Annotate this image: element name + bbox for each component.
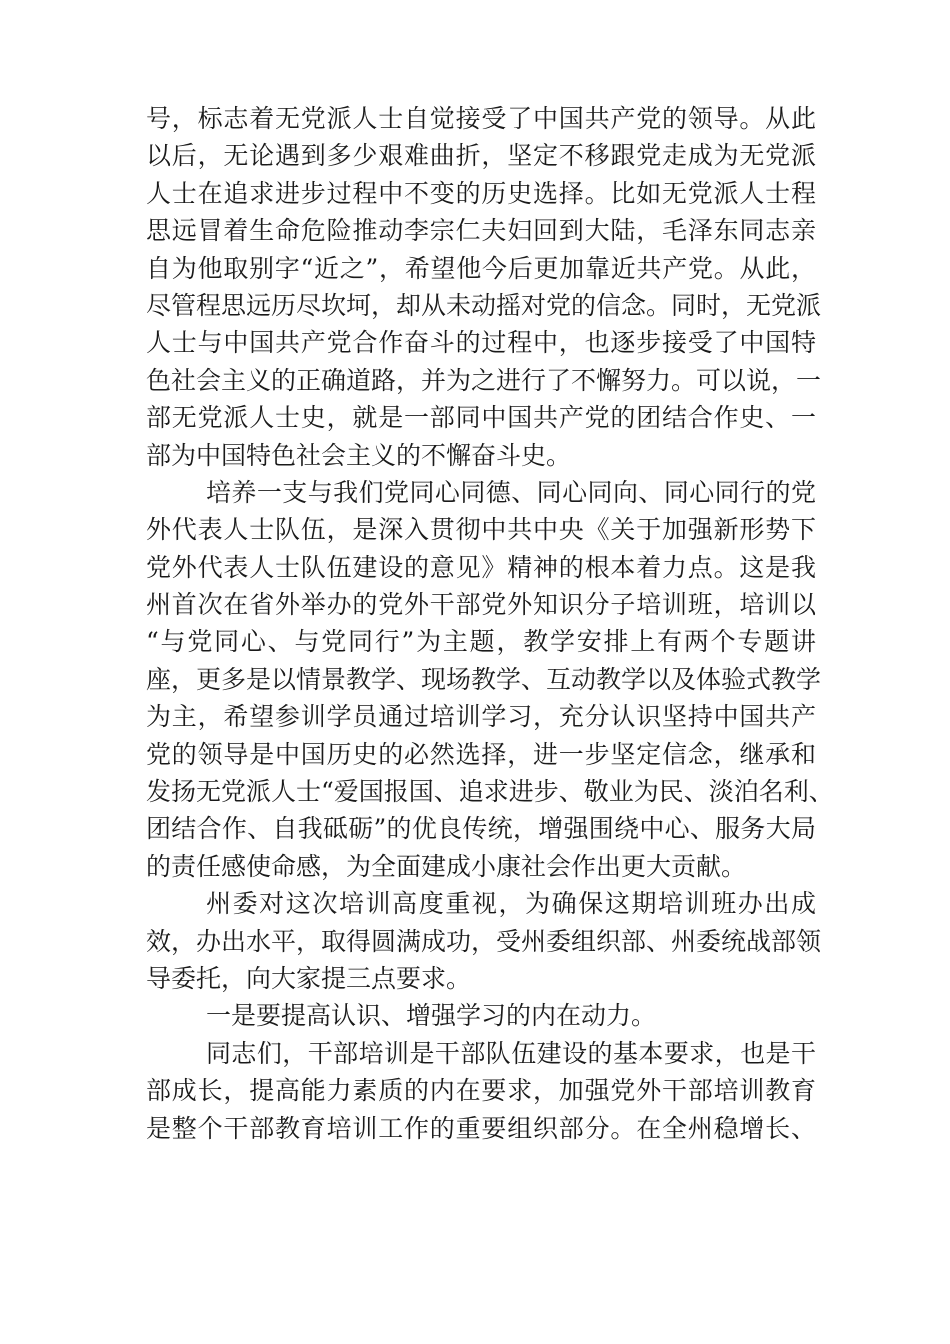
text-line: 部为中国特色社会主义的不懈奋斗史。	[146, 440, 572, 470]
paragraph	[146, 1035, 816, 1147]
text-line: 座，更多是以情景教学、现场教学、互动教学以及体验式教学	[146, 664, 822, 694]
paragraph	[146, 474, 834, 885]
text-line: 州首次在省外举办的党外干部党外知识分子培训班，培训以	[146, 590, 816, 620]
text-line: 外代表人士队伍，是深入贯彻中共中央《关于加强新形势下	[146, 515, 816, 545]
text-line: 效，办出水平，取得圆满成功，受州委组织部、州委统战部领	[146, 926, 822, 956]
text-line: 州委对这次培训高度重视，为确保这期培训班办出成	[206, 889, 816, 919]
text-line: 人士在追求进步过程中不变的历史选择。比如无党派人士程	[146, 178, 816, 208]
text-line: 以后，无论遇到多少艰难曲折，坚定不移跟党走成为无党派	[146, 141, 816, 171]
text-line: 一是要提高认识、增强学习的内在动力。	[206, 1001, 657, 1031]
text-line: 发扬无党派人士“爱国报国、追求进步、敬业为民、淡泊名利、	[146, 777, 834, 807]
document-body	[146, 100, 834, 1147]
paragraph	[146, 997, 816, 1034]
text-line: 的责任感使命感，为全面建成小康社会作出更大贡献。	[146, 851, 747, 881]
text-line: 部成长，提高能力素质的内在要求，加强党外干部培训教育	[146, 1076, 816, 1106]
text-line: 是整个干部教育培训工作的重要组织部分。在全州稳增长、	[146, 1113, 816, 1143]
text-line: 号，标志着无党派人士自觉接受了中国共产党的领导。从此	[146, 104, 816, 133]
paragraph	[146, 885, 822, 997]
text-line: 自为他取别字“近之”，希望他今后更加靠近共产党。从此，	[146, 253, 816, 283]
text-line: 团结合作、自我砥砺”的优良传统，增强围绕中心、服务大局	[146, 814, 816, 844]
text-line: 尽管程思远历尽坎坷，却从未动摇对党的信念。同时，无党派	[146, 290, 822, 320]
text-line: 部无党派人士史，就是一部同中国共产党的团结合作史、一	[146, 403, 816, 433]
text-line: 人士与中国共产党合作奋斗的过程中，也逐步接受了中国特	[146, 328, 816, 358]
text-line: 导委托，向大家提三点要求。	[146, 963, 472, 993]
text-line: “与党同心、与党同行”为主题，教学安排上有两个专题讲	[146, 627, 816, 657]
text-line: 思远冒着生命危险推动李宗仁夫妇回到大陆，毛泽东同志亲	[146, 216, 816, 246]
text-line: 培养一支与我们党同心同德、同心同向、同心同行的党	[206, 477, 816, 507]
text-line: 色社会主义的正确道路，并为之进行了不懈努力。可以说，一	[146, 365, 822, 395]
text-line: 党外代表人士队伍建设的意见》精神的根本着力点。这是我	[146, 552, 816, 582]
text-line: 党的领导是中国历史的必然选择，进一步坚定信念，继承和	[146, 739, 816, 769]
text-line: 为主，希望参训学员通过培训学习，充分认识坚持中国共产	[146, 702, 816, 732]
paragraph	[146, 100, 822, 474]
text-line: 同志们，干部培训是干部队伍建设的基本要求，也是干	[206, 1038, 816, 1068]
